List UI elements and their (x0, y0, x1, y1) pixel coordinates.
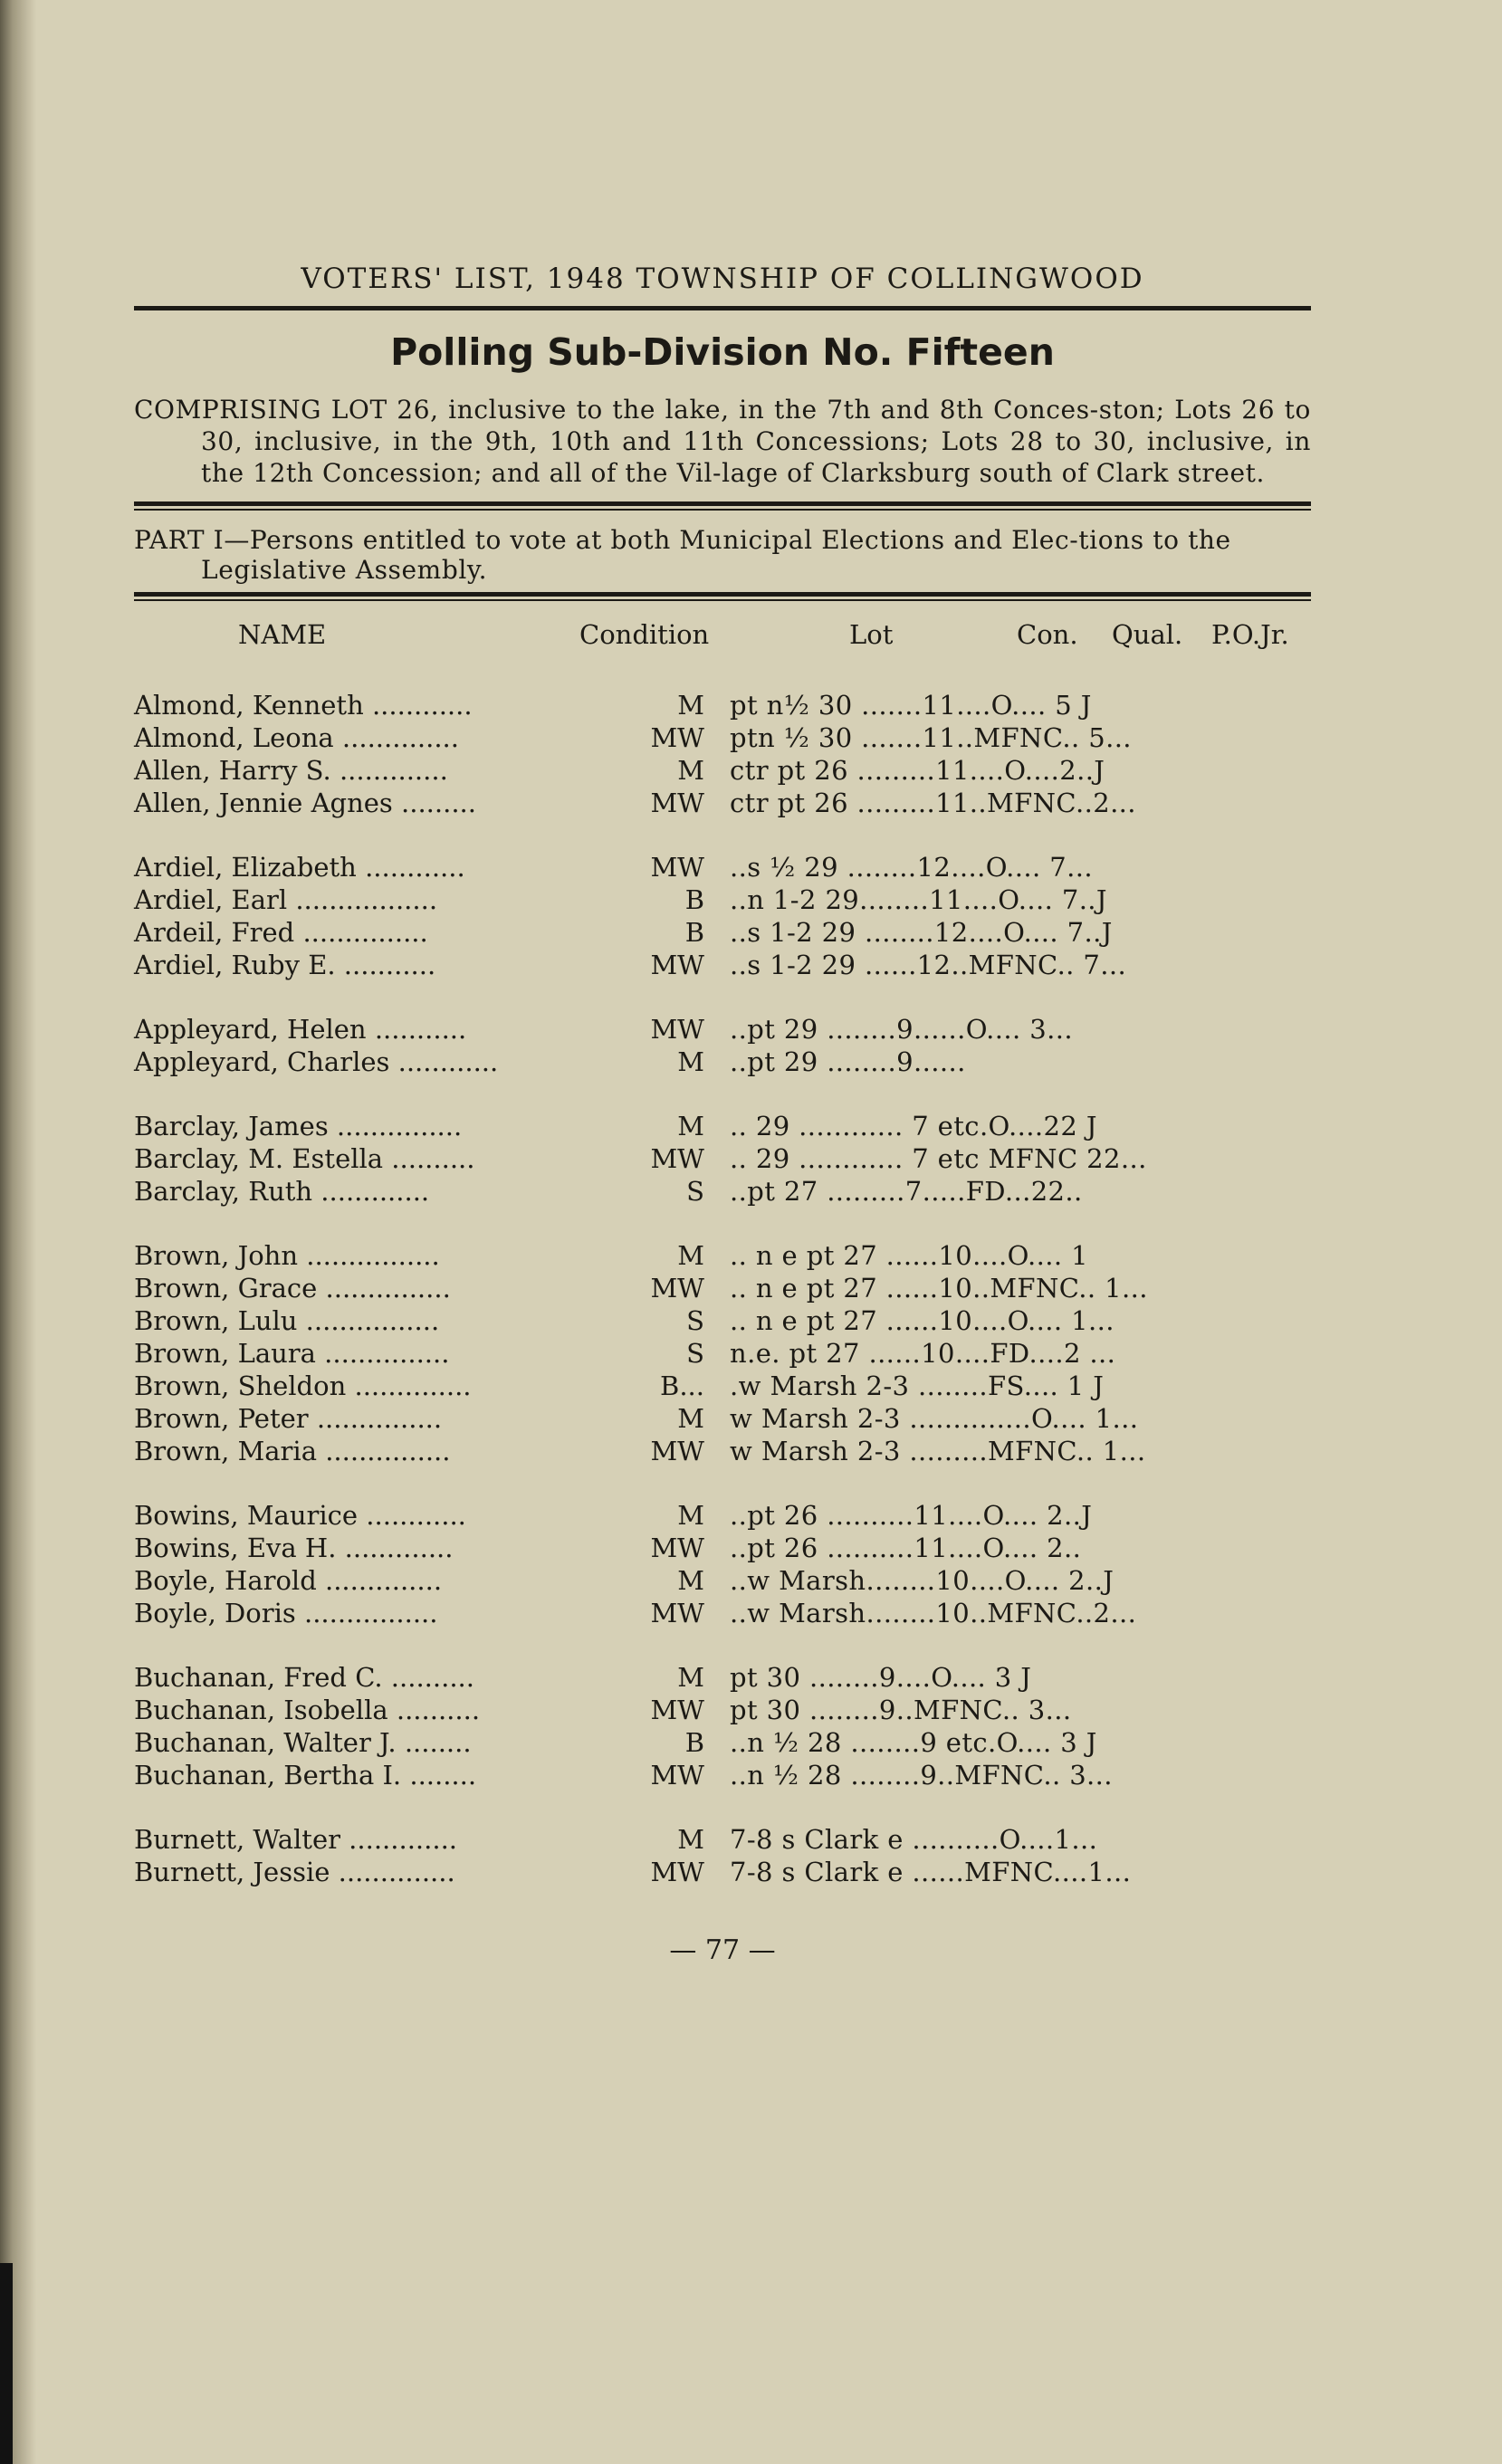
voter-row (134, 1338, 1311, 1370)
voter-name: Brown, Grace ............... (134, 1273, 451, 1304)
voter-name: Boyle, Doris ................ (134, 1598, 438, 1628)
voter-row (134, 1857, 1311, 1889)
voter-name: Barclay, M. Estella .......... (134, 1143, 475, 1174)
voter-condition: M (677, 1824, 704, 1855)
voter-condition: MW (650, 722, 704, 753)
voter-row (134, 1403, 1311, 1436)
voter-lot-details: ..pt 26 ..........11....O.... 2..J (730, 1500, 1093, 1531)
voter-group (134, 1240, 1311, 1468)
voter-name: Buchanan, Walter J. ........ (134, 1727, 472, 1758)
voter-row (134, 1760, 1311, 1792)
voter-name: Almond, Kenneth ............ (134, 690, 473, 721)
voter-condition: MW (650, 1598, 704, 1628)
voter-name: Brown, Lulu ................ (134, 1305, 440, 1336)
voter-condition: MW (650, 1014, 704, 1045)
voter-condition: MW (650, 788, 704, 818)
voter-condition: B... (660, 1370, 704, 1401)
section-rule-2 (134, 592, 1311, 601)
voter-lot-details: w Marsh 2-3 ..............O.... 1... (730, 1403, 1139, 1434)
voter-name: Bowins, Eva H. ............. (134, 1533, 454, 1563)
voter-condition: M (677, 1046, 704, 1077)
voter-lot-details: ..pt 27 .........7.....FD...22.. (730, 1176, 1083, 1207)
voter-condition: MW (650, 950, 704, 980)
voter-condition: M (677, 1500, 704, 1531)
voter-row (134, 1240, 1311, 1273)
voter-name: Burnett, Jessie .............. (134, 1857, 455, 1887)
voter-name: Brown, Sheldon .............. (134, 1370, 472, 1401)
voter-condition: MW (650, 1857, 704, 1887)
voter-condition: M (677, 1240, 704, 1271)
voter-lot-details: ..pt 26 ..........11....O.... 2.. (730, 1533, 1082, 1563)
voter-lot-details: ..pt 29 ........9......O.... 3... (730, 1014, 1073, 1045)
voter-lot-details: ctr pt 26 .........11....O....2..J (730, 755, 1105, 786)
voter-lot-details: n.e. pt 27 ......10....FD....2 ... (730, 1338, 1116, 1369)
col-condition: Condition (579, 619, 710, 650)
voter-lot-details: ..n ½ 28 ........9..MFNC.. 3... (730, 1760, 1113, 1791)
voter-name: Buchanan, Isobella .......... (134, 1695, 481, 1725)
voter-lot-details: ..w Marsh........10....O.... 2..J (730, 1565, 1115, 1596)
voter-lot-details: pt 30 ........9....O.... 3 J (730, 1662, 1032, 1693)
voter-condition: MW (650, 1695, 704, 1725)
voter-lot-details: ..s ½ 29 ........12....O.... 7... (730, 852, 1093, 883)
voter-name: Brown, Peter ............... (134, 1403, 443, 1434)
voter-lot-details: .w Marsh 2-3 ........FS.... 1 J (730, 1370, 1105, 1401)
voter-lot-details: 7-8 s Clark e ......MFNC....1... (730, 1857, 1132, 1887)
voter-name: Almond, Leona .............. (134, 722, 459, 753)
voter-condition: MW (650, 852, 704, 883)
voter-lot-details: ..n 1-2 29........11....O.... 7..J (730, 884, 1107, 915)
voter-lot-details: .. 29 ............ 7 etc.O....22 J (730, 1111, 1097, 1141)
voter-lot-details: pt n½ 30 .......11....O.... 5 J (730, 690, 1092, 721)
section-rule (134, 501, 1311, 511)
voter-lot-details: .. n e pt 27 ......10....O.... 1 (730, 1240, 1088, 1271)
voter-lot-details: ..s 1-2 29 ......12..MFNC.. 7... (730, 950, 1127, 980)
col-pojr: P.O.Jr. (1211, 619, 1289, 650)
voter-condition: S (686, 1305, 704, 1336)
voter-condition: M (677, 690, 704, 721)
col-con: Con. (1017, 619, 1078, 650)
voter-name: Buchanan, Fred C. .......... (134, 1662, 474, 1693)
voter-group (134, 690, 1311, 820)
voter-name: Appleyard, Charles ............ (134, 1046, 499, 1077)
voter-row (134, 1176, 1311, 1208)
voter-condition: M (677, 1565, 704, 1596)
voter-row (134, 852, 1311, 884)
voter-row (134, 690, 1311, 722)
part-heading: PART I—Persons entitled to vote at both Municipal Elections and Elec-tions to the Legislative Assembly. (134, 525, 1231, 585)
voter-lot-details: ..s 1-2 29 ........12....O.... 7..J (730, 917, 1113, 948)
voter-row (134, 1046, 1311, 1079)
voter-lot-details: ..w Marsh........10..MFNC..2... (730, 1598, 1137, 1628)
voter-condition: MW (650, 1760, 704, 1791)
voter-list (134, 690, 1311, 1889)
voter-group (134, 1500, 1311, 1630)
voter-row (134, 950, 1311, 982)
voter-row (134, 1824, 1311, 1857)
voter-row (134, 1143, 1311, 1176)
voter-name: Barclay, Ruth ............. (134, 1176, 430, 1207)
voter-name: Brown, Maria ............... (134, 1436, 451, 1466)
voter-name: Burnett, Walter ............. (134, 1824, 458, 1855)
voter-name: Bowins, Maurice ............ (134, 1500, 466, 1531)
column-headers (134, 619, 1311, 663)
voter-lot-details: ctr pt 26 .........11..MFNC..2... (730, 788, 1136, 818)
col-lot: Lot (849, 619, 894, 650)
voter-row (134, 1500, 1311, 1533)
voter-group (134, 1824, 1311, 1889)
voter-name: Brown, John ................ (134, 1240, 440, 1271)
voter-condition: M (677, 1403, 704, 1434)
voter-row (134, 1111, 1311, 1143)
voter-row (134, 884, 1311, 917)
voter-name: Appleyard, Helen ........... (134, 1014, 467, 1045)
voter-condition: B (684, 917, 704, 948)
voter-condition: MW (650, 1273, 704, 1304)
voter-lot-details: 7-8 s Clark e ..........O....1... (730, 1824, 1098, 1855)
voter-condition: S (686, 1338, 704, 1369)
binding-edge (0, 2263, 13, 2464)
page-spine-shadow (0, 0, 36, 2464)
voter-lot-details: ..pt 29 ........9...... (730, 1046, 966, 1077)
voter-row (134, 1370, 1311, 1403)
voter-condition: M (677, 1662, 704, 1693)
voter-name: Buchanan, Bertha I. ........ (134, 1760, 477, 1791)
voter-name: Ardiel, Elizabeth ............ (134, 852, 465, 883)
voter-condition: MW (650, 1533, 704, 1563)
voter-lot-details: .. n e pt 27 ......10....O.... 1... (730, 1305, 1115, 1336)
voter-name: Ardeil, Fred ............... (134, 917, 428, 948)
voter-row (134, 788, 1311, 820)
voter-name: Boyle, Harold .............. (134, 1565, 443, 1596)
running-head: VOTERS' LIST, 1948 TOWNSHIP OF COLLINGWOOD (301, 263, 1144, 295)
voter-group (134, 1014, 1311, 1079)
col-qual: Qual. (1112, 619, 1183, 650)
col-name: NAME (238, 619, 327, 650)
voter-condition: S (686, 1176, 704, 1207)
voter-row (134, 917, 1311, 950)
header-rule (134, 306, 1311, 310)
voter-condition: B (684, 1727, 704, 1758)
voter-group (134, 1111, 1311, 1208)
voter-name: Barclay, James ............... (134, 1111, 463, 1141)
voter-row (134, 755, 1311, 788)
voter-condition: MW (650, 1436, 704, 1466)
voter-row (134, 1436, 1311, 1468)
document-page (134, 263, 1311, 1966)
voter-condition: M (677, 1111, 704, 1141)
voter-condition: B (684, 884, 704, 915)
voter-row (134, 1533, 1311, 1565)
voter-name: Allen, Harry S. ............. (134, 755, 448, 786)
voter-lot-details: w Marsh 2-3 .........MFNC.. 1... (730, 1436, 1146, 1466)
voter-row (134, 1305, 1311, 1338)
voter-lot-details: .. 29 ............ 7 etc MFNC 22... (730, 1143, 1147, 1174)
voter-row (134, 1565, 1311, 1598)
voter-condition: MW (650, 1143, 704, 1174)
voter-name: Ardiel, Ruby E. ........... (134, 950, 436, 980)
voter-lot-details: .. n e pt 27 ......10..MFNC.. 1... (730, 1273, 1148, 1304)
voter-row (134, 1014, 1311, 1046)
voter-row (134, 1727, 1311, 1760)
voter-row (134, 1695, 1311, 1727)
voter-row (134, 1598, 1311, 1630)
voter-lot-details: ..n ½ 28 ........9 etc.O.... 3 J (730, 1727, 1097, 1758)
sub-division-title: Polling Sub-Division No. Fifteen (390, 330, 1055, 374)
voter-row (134, 1273, 1311, 1305)
voter-row (134, 722, 1311, 755)
voter-lot-details: ptn ½ 30 .......11..MFNC.. 5... (730, 722, 1132, 753)
voter-group (134, 852, 1311, 982)
voter-name: Ardiel, Earl ................. (134, 884, 438, 915)
voter-name: Brown, Laura ............... (134, 1338, 450, 1369)
voter-condition: M (677, 755, 704, 786)
page-number: — 77 — (669, 1934, 776, 1966)
voter-name: Allen, Jennie Agnes ......... (134, 788, 476, 818)
voter-row (134, 1662, 1311, 1695)
voter-group (134, 1662, 1311, 1792)
voter-lot-details: pt 30 ........9..MFNC.. 3... (730, 1695, 1072, 1725)
comprising-paragraph: COMPRISING LOT 26, inclusive to the lake, in the 7th and 8th Conces-ston; Lots 26 to 30, inclusive, in the 9th, 10th and 11th Concessions; Lots 28 to 30, inclusive, in the 12th Concession; and all of the Vil-lage of Clarksburg south of Clark street. (134, 395, 1311, 488)
